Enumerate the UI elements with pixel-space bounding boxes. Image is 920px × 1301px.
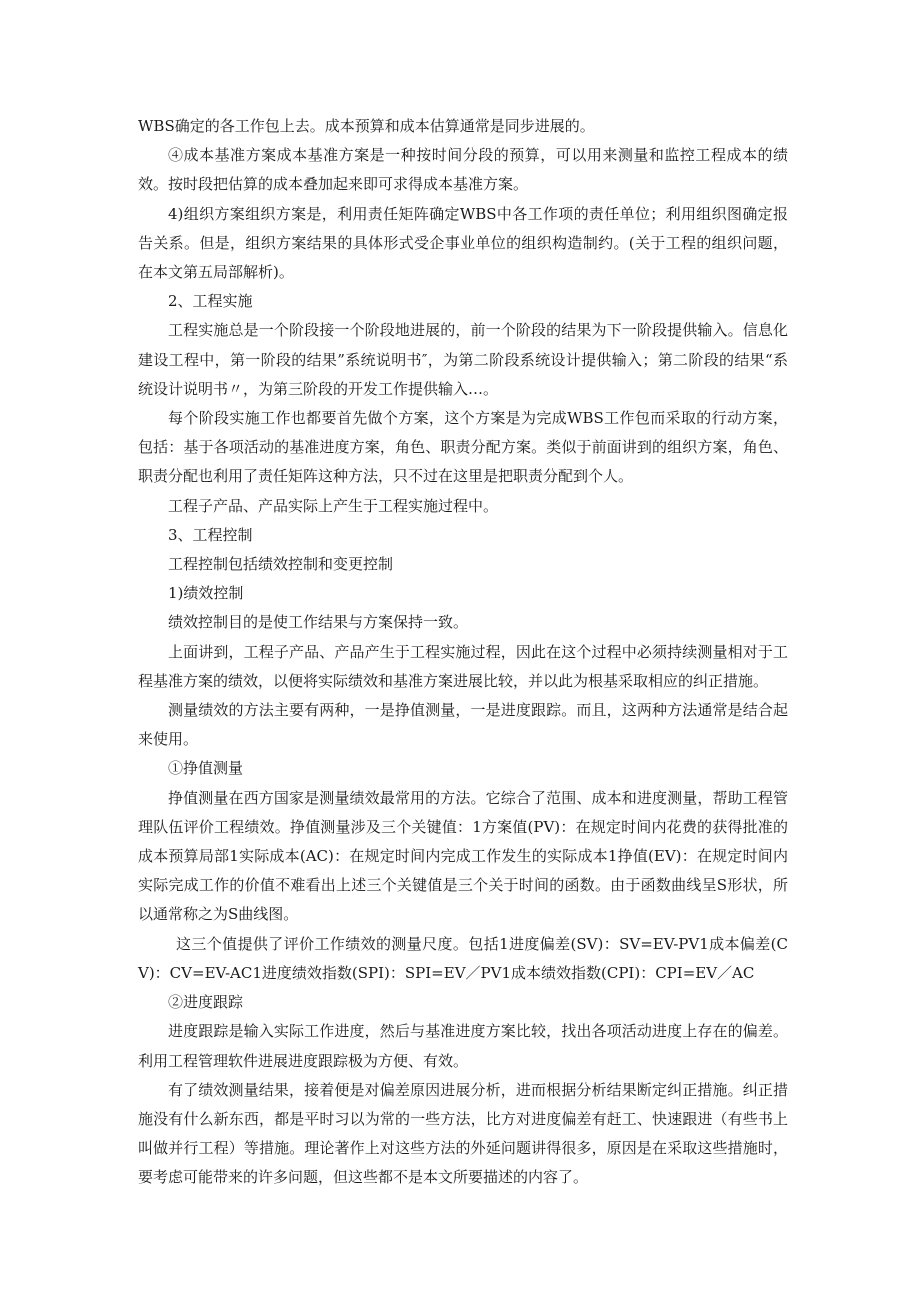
paragraph-earned-value-description: 挣值测量在西方国家是测量绩效最常用的方法。它综合了范围、成本和进度测量，帮助工程管理队伍评价工程绩效。挣值测量涉及三个关键值：1方案值(PV)：在规定时间内花费的获得批准的成本预算局部1实际成本(AC)：在规定时间内完成工作发生的实际成本1挣值(EV)：在规定时间内实际完成工作的价值不难看出上述三个关键值是三个关于时间的函数。由于函数曲线呈S形状，所以通常称之为S曲线图。 xyxy=(138,788,788,924)
paragraph-phase-plan: 每个阶段实施工作也都要首先做个方案，这个方案是为完成WBS工作包而采取的行动方案，包括：基于各项活动的基准进度方案，角色、职责分配方案。类似于前面讲到的组织方案，角色、职责分配也利用了责任矩阵这种方法，只不过在这里是把职责分配到个人。 xyxy=(138,409,788,486)
paragraph-measurement-methods: 测量绩效的方法主要有两种，一是挣值测量，一是进度跟踪。而且，这两种方法通常是结合起来使用。 xyxy=(138,701,788,749)
paragraph-sub-products: 工程子产品、产品实际上产生于工程实施过程中。 xyxy=(168,496,499,515)
heading-project-execution: 2、工程实施 xyxy=(168,292,253,311)
paragraph-organization-plan: 4)组织方案组织方案是，利用责任矩阵确定WBS中各工作项的责任单位；利用组织图确定报告关系。但是，组织方案结果的具体形式受企事业单位的组织构造制约。(关于工程的组织问题，在本文第五局部解析)。 xyxy=(138,204,788,282)
paragraph-corrective-actions: 有了绩效测量结果，接着便是对偏差原因进展分析，进而根据分析结果断定纠正措施。纠正措施没有什么新东西，都是平时习以为常的一些方法，比方对进度偏差有赶工、快速跟进（有些书上叫做并行工程）等措施。理论著作上对这些方法的外延问题讲得很多，原因是在采取这些措施时，要考虑可能带来的许多问题，但这些都不是本文所要描述的内容了。 xyxy=(138,1080,788,1187)
paragraph-cost-baseline: ④成本基准方案成本基准方案是一种按时间分段的预算，可以用来测量和监控工程成本的绩效。按时段把估算的成本叠加起来即可求得成本基准方案。 xyxy=(138,146,788,194)
paragraph-performance-metrics: 这三个值提供了评价工作绩效的测量尺度。包括1进度偏差(SV)：SV=EV-PV1成本偏差(CV)：CV=EV-AC1进度绩效指数(SPI)：SPI=EV／PV1成本绩效指数(CPI)：CPI=EV／AC xyxy=(138,934,788,982)
heading-project-control: 3、工程控制 xyxy=(168,525,253,544)
paragraph-wbs-continuation: WBS确定的各工作包上去。成本预算和成本估算通常是同步进展的。 xyxy=(138,117,595,135)
document-body xyxy=(138,112,788,1193)
paragraph-schedule-tracking: 进度跟踪是输入实际工作进度，然后与基准进度方案比较，找出各项活动进度上存在的偏差。利用工程管理软件进展进度跟踪极为方便、有效。 xyxy=(138,1022,788,1070)
paragraph-performance-goal: 绩效控制目的是使工作结果与方案保持一致。 xyxy=(168,613,469,632)
paragraph-continuous-measurement: 上面讲到，工程子产品、产品产生于工程实施过程，因此在这个过程中必须持续测量相对于工程基准方案的绩效，以便将实际绩效和基准方案进展比较，并以此为根基采取相应的纠正措施。 xyxy=(138,642,788,690)
paragraph-control-types: 工程控制包括绩效控制和变更控制 xyxy=(168,555,394,574)
heading-schedule-tracking: ②进度跟踪 xyxy=(168,993,244,1012)
heading-earned-value: ①挣值测量 xyxy=(168,759,244,778)
heading-performance-control: 1)绩效控制 xyxy=(168,584,244,603)
paragraph-execution-phases: 工程实施总是一个阶段接一个阶段地进展的，前一个阶段的结果为下一阶段提供输入。信息化建设工程中，第一阶段的结果”系统说明书″，为第二阶段系统设计提供输入；第二阶段的结果“系统设计说明书〃，为第三阶段的开发工作提供输入…。 xyxy=(138,321,788,398)
